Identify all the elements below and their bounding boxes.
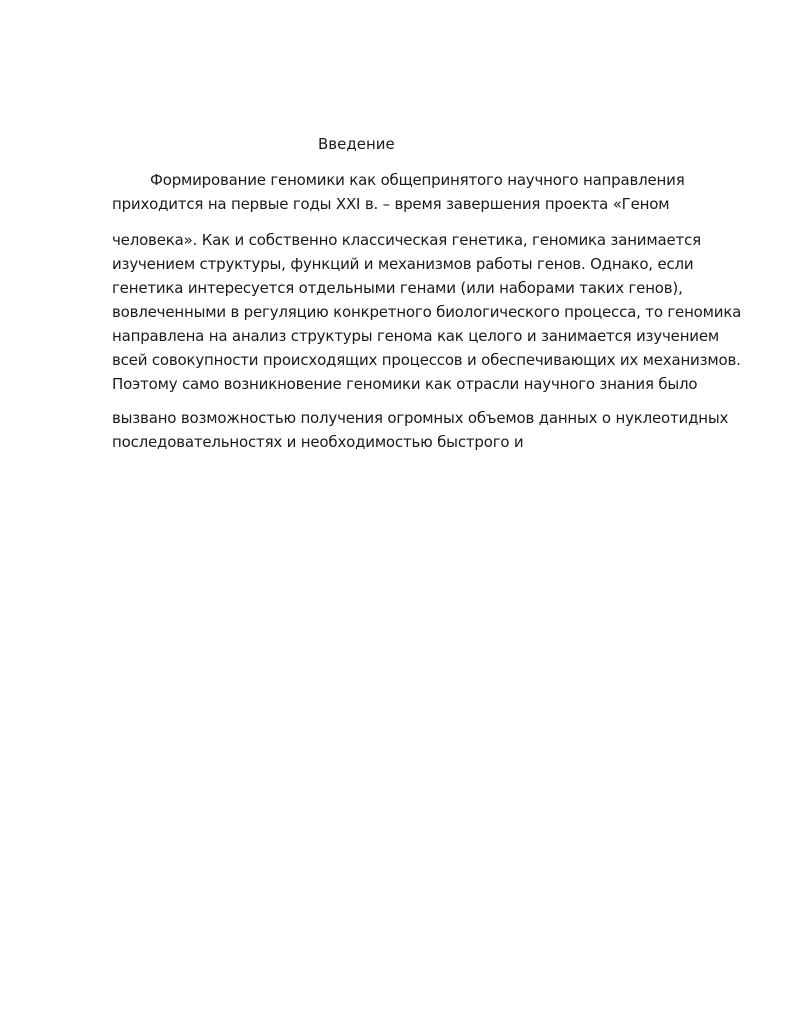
paragraph-line: Формирование геномики как общепринятого научного направления [150,171,685,189]
paragraph-line: всей совокупности происходящих процессов и обеспечивающих их механизмов. [112,351,741,369]
paragraph-line: вовлеченными в регуляцию конкретного биологического процесса, то геномика [112,303,742,321]
paragraph-line: генетика интересуется отдельными генами (или наборами таких генов), [112,279,683,297]
paragraph-line: человека». Как и собственно классическая генетика, геномика занимается [112,231,701,249]
page-title: Введение [318,135,395,153]
paragraph-line: вызвано возможностью получения огромных объемов данных о нуклеотидных [112,409,729,427]
paragraph-line: направлена на анализ структуры генома как целого и занимается изучением [112,327,719,345]
paragraph-line: приходится на первые годы XXI в. – время завершения проекта «Геном [112,195,670,213]
paragraph-line: Поэтому само возникновение геномики как отрасли научного знания было [112,375,698,393]
paragraph-line: изучением структуры, функций и механизмов работы генов. Однако, если [112,255,694,273]
paragraph-line: последовательностях и необходимостью быстрого и [112,433,524,451]
